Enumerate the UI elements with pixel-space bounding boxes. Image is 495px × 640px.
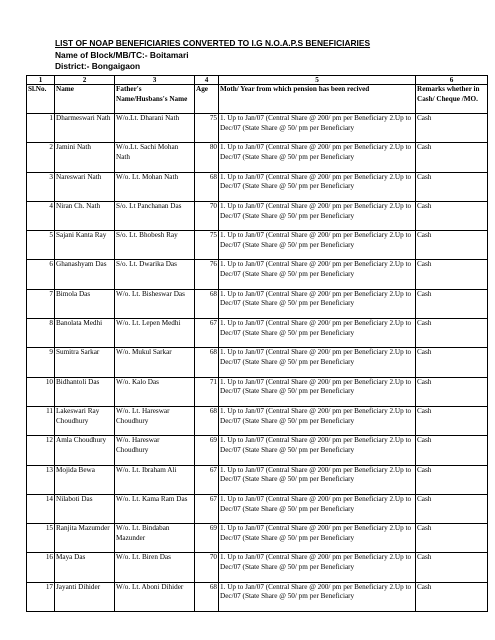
cell-remarks: Cash: [416, 494, 488, 523]
cell-name: Mojida Bewa: [55, 465, 115, 494]
table-row: [27, 348, 488, 377]
cell-remarks: Cash: [416, 231, 488, 260]
cell-father-name: W/o. Lt. Bisheswar Das: [115, 289, 195, 318]
cell-period: 1. Up to Jan/07 (Central Share @ 200/ pm per Beneficiary 2.Up to Dec/07 (State Share @ 50/ pm per Beneficiary: [219, 465, 416, 494]
cell-period: 1. Up to Jan/07 (Central Share @ 200/ pm per Beneficiary 2.Up to Dec/07 (State Share @ 50/ pm per Beneficiary: [219, 582, 416, 611]
cell-remarks: Cash: [416, 348, 488, 377]
cell-slno: 2: [27, 143, 55, 172]
header-father-name: Father's Name/Husbans's Name: [115, 85, 195, 114]
cell-remarks: Cash: [416, 436, 488, 465]
cell-age: 76: [195, 260, 219, 289]
table-row: [27, 524, 488, 553]
cell-age: 71: [195, 377, 219, 406]
cell-name: Amla Choudhury: [55, 436, 115, 465]
cell-name: Nilaboti Das: [55, 494, 115, 523]
cell-father-name: W/o. Lt. Hareswar Choudhury: [115, 406, 195, 435]
table-row: [27, 436, 488, 465]
cell-period: 1. Up to Jan/07 (Central Share @ 200/ pm per Beneficiary 2.Up to Dec/07 (State Share @ 50/ pm per Beneficiary: [219, 319, 416, 348]
table-row: [27, 582, 488, 611]
document-header: [55, 38, 370, 73]
cell-slno: 10: [27, 377, 55, 406]
cell-remarks: Cash: [416, 289, 488, 318]
beneficiary-table: [26, 75, 488, 612]
cell-remarks: Cash: [416, 114, 488, 143]
cell-slno: 11: [27, 406, 55, 435]
header-name: Name: [55, 85, 115, 114]
cell-age: 67: [195, 465, 219, 494]
cell-father-name: W/o. Lt. Mohan Nath: [115, 172, 195, 201]
cell-period: 1. Up to Jan/07 (Central Share @ 200/ pm per Beneficiary 2.Up to Dec/07 (State Share @ 50/ pm per Beneficiary: [219, 114, 416, 143]
cell-period: 1. Up to Jan/07 (Central Share @ 200/ pm per Beneficiary 2.Up to Dec/07 (State Share @ 50/ pm per Beneficiary: [219, 553, 416, 582]
cell-age: 68: [195, 289, 219, 318]
cell-period: 1. Up to Jan/07 (Central Share @ 200/ pm per Beneficiary 2.Up to Dec/07 (State Share @ 50/ pm per Beneficiary: [219, 143, 416, 172]
cell-age: 67: [195, 494, 219, 523]
cell-name: Sajani Kanta Ray: [55, 231, 115, 260]
cell-slno: 4: [27, 201, 55, 230]
document-title: LIST OF NOAP BENEFICIARIES CONVERTED TO I.G N.O.A.P.S BENEFICIARIES: [55, 38, 371, 48]
cell-slno: 5: [27, 231, 55, 260]
cell-period: 1. Up to Jan/07 (Central Share @ 200/ pm per Beneficiary 2.Up to Dec/07 (State Share @ 50/ pm per Beneficiary: [219, 377, 416, 406]
cell-name: Dharmeswari Nath: [55, 114, 115, 143]
cell-father-name: S/o. Lt. Bhobesh Ray: [115, 231, 195, 260]
cell-name: Sumitra Sarkar: [55, 348, 115, 377]
cell-age: 67: [195, 319, 219, 348]
table-row: [27, 494, 488, 523]
table-row: [27, 260, 488, 289]
cell-period: 1. Up to Jan/07 (Central Share @ 200/ pm per Beneficiary 2.Up to Dec/07 (State Share @ 50/ pm per Beneficiary: [219, 524, 416, 553]
cell-slno: 1: [27, 114, 55, 143]
cell-remarks: Cash: [416, 465, 488, 494]
table-row: [27, 319, 488, 348]
cell-father-name: W/o. Lt. Ibraham Ali: [115, 465, 195, 494]
cell-age: 68: [195, 172, 219, 201]
cell-name: Maya Das: [55, 553, 115, 582]
column-number: 4: [195, 76, 219, 85]
table-row: [27, 231, 488, 260]
cell-remarks: Cash: [416, 260, 488, 289]
table-row: [27, 553, 488, 582]
cell-father-name: S/o. Lt. Dwarika Das: [115, 260, 195, 289]
cell-age: 69: [195, 524, 219, 553]
cell-age: 70: [195, 201, 219, 230]
cell-name: Banolata Medhi: [55, 319, 115, 348]
cell-remarks: Cash: [416, 143, 488, 172]
cell-father-name: W/o. Lt. Lepen Medhi: [115, 319, 195, 348]
cell-father-name: W/o. Lt. Bindaban Mazunder: [115, 524, 195, 553]
table-row: [27, 114, 488, 143]
cell-name: Nareswari Nath: [55, 172, 115, 201]
cell-name: Bimola Das: [55, 289, 115, 318]
table-row: [27, 201, 488, 230]
cell-father-name: W/o. Lt. Aboni Dihider: [115, 582, 195, 611]
header-slno: Sl.No.: [27, 85, 55, 114]
cell-age: 68: [195, 582, 219, 611]
cell-father-name: W/o. Lt. Biren Das: [115, 553, 195, 582]
cell-age: 68: [195, 406, 219, 435]
table-header-row: [27, 85, 488, 114]
cell-father-name: W/o. Mukul Sarkar: [115, 348, 195, 377]
cell-name: Bidhantoli Das: [55, 377, 115, 406]
cell-age: 69: [195, 436, 219, 465]
cell-age: 70: [195, 553, 219, 582]
column-number: 5: [219, 76, 416, 85]
cell-slno: 6: [27, 260, 55, 289]
cell-slno: 16: [27, 553, 55, 582]
cell-slno: 15: [27, 524, 55, 553]
district-line: District:- Bongaigaon: [55, 61, 141, 71]
cell-period: 1. Up to Jan/07 (Central Share @ 200/ pm per Beneficiary 2.Up to Dec/07 (State Share @ 50/ pm per Beneficiary: [219, 260, 416, 289]
cell-slno: 13: [27, 465, 55, 494]
cell-period: 1. Up to Jan/07 (Central Share @ 200/ pm per Beneficiary 2.Up to Dec/07 (State Share @ 50/ pm per Beneficiary: [219, 172, 416, 201]
cell-father-name: W/o.Lt. Dharani Nath: [115, 114, 195, 143]
table-row: [27, 143, 488, 172]
column-number: 6: [416, 76, 488, 85]
cell-period: 1. Up to Jan/07 (Central Share @ 200/ pm per Beneficiary 2.Up to Dec/07 (State Share @ 50/ pm per Beneficiary: [219, 201, 416, 230]
cell-slno: 9: [27, 348, 55, 377]
cell-name: Lakeswari Ray Choudhury: [55, 406, 115, 435]
cell-name: Ghanashyam Das: [55, 260, 115, 289]
cell-slno: 14: [27, 494, 55, 523]
cell-period: 1. Up to Jan/07 (Central Share @ 200/ pm per Beneficiary 2.Up to Dec/07 (State Share @ 50/ pm per Beneficiary: [219, 289, 416, 318]
cell-age: 75: [195, 114, 219, 143]
cell-father-name: W/o.Lt. Sachi Mohan Nath: [115, 143, 195, 172]
table-row: [27, 465, 488, 494]
cell-father-name: W/o. Hareswar Choudhury: [115, 436, 195, 465]
header-period: Moth/ Year from which pension has been recived: [219, 85, 416, 114]
cell-age: 68: [195, 348, 219, 377]
cell-slno: 12: [27, 436, 55, 465]
cell-period: 1. Up to Jan/07 (Central Share @ 200/ pm per Beneficiary 2.Up to Dec/07 (State Share @ 50/ pm per Beneficiary: [219, 348, 416, 377]
cell-father-name: W/o. Kalo Das: [115, 377, 195, 406]
cell-remarks: Cash: [416, 406, 488, 435]
cell-remarks: Cash: [416, 377, 488, 406]
cell-period: 1. Up to Jan/07 (Central Share @ 200/ pm per Beneficiary 2.Up to Dec/07 (State Share @ 50/ pm per Beneficiary: [219, 231, 416, 260]
cell-slno: 8: [27, 319, 55, 348]
table-row: [27, 406, 488, 435]
cell-remarks: Cash: [416, 201, 488, 230]
table-row: [27, 377, 488, 406]
column-number-row: [27, 76, 488, 85]
header-age: Age: [195, 85, 219, 114]
cell-period: 1. Up to Jan/07 (Central Share @ 200/ pm per Beneficiary 2.Up to Dec/07 (State Share @ 50/ pm per Beneficiary: [219, 406, 416, 435]
cell-remarks: Cash: [416, 524, 488, 553]
cell-name: Jamini Nath: [55, 143, 115, 172]
cell-slno: 17: [27, 582, 55, 611]
cell-father-name: S/o. Lt Panchanan Das: [115, 201, 195, 230]
cell-remarks: Cash: [416, 582, 488, 611]
cell-name: Ranjita Mazumder: [55, 524, 115, 553]
cell-period: 1. Up to Jan/07 (Central Share @ 200/ pm per Beneficiary 2.Up to Dec/07 (State Share @ 50/ pm per Beneficiary: [219, 436, 416, 465]
cell-slno: 3: [27, 172, 55, 201]
cell-period: 1. Up to Jan/07 (Central Share @ 200/ pm per Beneficiary 2.Up to Dec/07 (State Share @ 50/ pm per Beneficiary: [219, 494, 416, 523]
cell-father-name: W/o. Lt. Kama Ram Das: [115, 494, 195, 523]
block-name-line: Name of Block/MB/TC:- Boitamari: [55, 49, 189, 60]
cell-age: 75: [195, 231, 219, 260]
cell-age: 80: [195, 143, 219, 172]
cell-name: Jayanti Dihider: [55, 582, 115, 611]
cell-remarks: Cash: [416, 319, 488, 348]
cell-remarks: Cash: [416, 553, 488, 582]
table-row: [27, 289, 488, 318]
column-number: 3: [115, 76, 195, 85]
table-row: [27, 172, 488, 201]
column-number: 1: [27, 76, 55, 85]
cell-remarks: Cash: [416, 172, 488, 201]
column-number: 2: [55, 76, 115, 85]
header-remarks: Remarks whether in Cash/ Cheque /MO.: [416, 85, 488, 114]
cell-name: Niran Ch. Nath: [55, 201, 115, 230]
cell-slno: 7: [27, 289, 55, 318]
